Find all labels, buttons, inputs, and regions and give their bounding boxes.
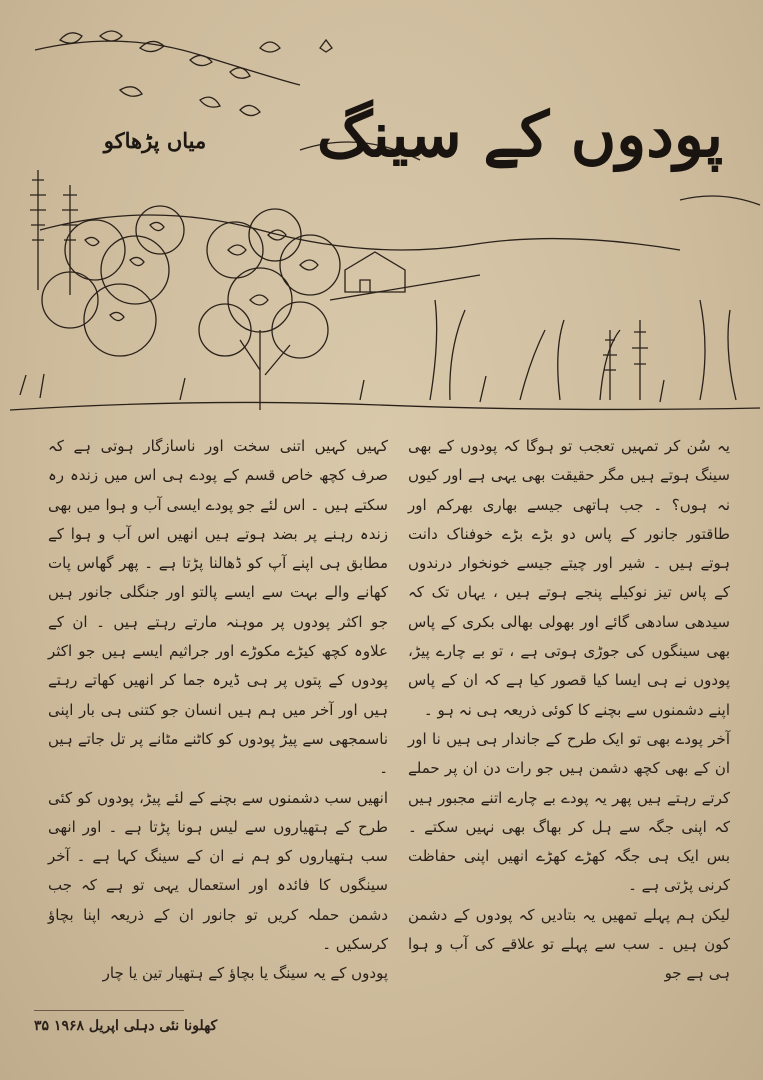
article-title: پودوں کے سینگ	[316, 98, 724, 171]
paragraph: پودوں کے یہ سینگ یا بچاؤ کے ہتھیار تین یا چار	[102, 964, 388, 983]
paragraph: آخر پودے بھی تو ایک طرح کے جاندار ہی ہیں نا اور ان کے بھی کچھ دشمن ہیں جو رات دن ان پر حملے کرتے رہتے ہیں پھر یہ پودے بے چارے اتنے مجبور ہیں کہ اپنی جگہ سے ہل کر بھاگ بھی نہیں سکتے ۔ بس ایک ہی جگہ کھڑے کھڑے انھیں اپنی حفاظت کرنی پڑتی ہے ۔	[408, 729, 730, 895]
paragraph: لیکن ہم پہلے تمھیں یہ بتادیں کہ پودوں کے دشمن کون ہیں ۔ سب سے پہلے تو علاقے کی آب و ہوا ہی ہے جو	[408, 905, 730, 983]
author-byline: میاں پڑھاکو	[103, 128, 207, 153]
paragraph: یہ سُن کر تمہیں تعجب تو ہوگا کہ پودوں کے بھی سینگ ہوتے ہیں مگر حقیقت بھی یہی ہے اور کیوں نہ ہوں؟ ۔ جب ہاتھی جیسے بھاری بھرکم اور طاقتور جانور کے پاس دو بڑے بڑے خوفناک دانت ہوتے ہیں ۔ شیر اور چیتے جیسے خونخوار درندوں کے پاس تیز نوکیلے پنجے ہوتے ہیں ، یہاں تک کہ سیدھی سادھی گائے اور بھولی بھالی بکری کے پاس بھی سینگوں کی جوڑی ہوتی ہے ، تو بے چارے پیڑ، پودوں نے ہی ایسا کیا قصور کیا ہے کہ ان کے پاس اپنے دشمنوں سے بچنے کا کوئی ذریعہ ہی نہ ہو ۔	[408, 437, 730, 719]
footer-divider	[34, 1010, 184, 1011]
column-left	[48, 432, 388, 989]
paragraph: کہیں کہیں اتنی سخت اور ناسازگار ہوتی ہے کہ صرف کچھ خاص قسم کے پودے ہی اس میں زندہ رہ سکتے ہیں ۔ اس لئے جو پودے ایسی آب و ہوا میں بھی زندہ رہنے پر بضد ہوتے ہیں انھیں اس آب و ہوا کے مطابق ہی اپنے آپ کو ڈھالنا پڑتا ہے ۔ پھر گھاس پات کھانے والے بہت سے ایسے پالتو اور جنگلی جانور ہیں جو اکثر پودوں پر موہنہ مارتے رہتے ہیں ۔ ان کے علاوہ کچھ کیڑے مکوڑے اور جراثیم ایسے ہیں جو اکثر پودوں کے پتوں پر ہی ڈیرہ جما کر انھیں کھاتے رہتے ہیں اور آخر میں ہم ہیں انسان جو کتنی ہی بار اپنی ناسمجھی سے پیڑ پودوں کو کاٹنے مٹانے پر تل جاتے ہیں ۔	[48, 437, 388, 778]
paragraph: انھیں سب دشمنوں سے بچنے کے لئے پیڑ، پودوں کو کئی طرح کے ہتھیاروں سے لیس ہونا پڑتا ہے ۔ اور انھی سب ہتھیاروں کو ہم نے ان کے سینگ کہا ہے ۔ آخر سینگوں کا فائدہ اور استعمال یہی تو ہے کہ جب دشمن حملہ کریں تو جانور ان کے ذریعہ اپنا بچاؤ کرسکیں ۔	[48, 788, 388, 954]
page-footer: کھلونا نئی دہلی اپریل ۱۹۶۸ ۳۵	[34, 1018, 218, 1034]
column-right	[408, 432, 730, 989]
garden-illustration	[0, 0, 763, 425]
